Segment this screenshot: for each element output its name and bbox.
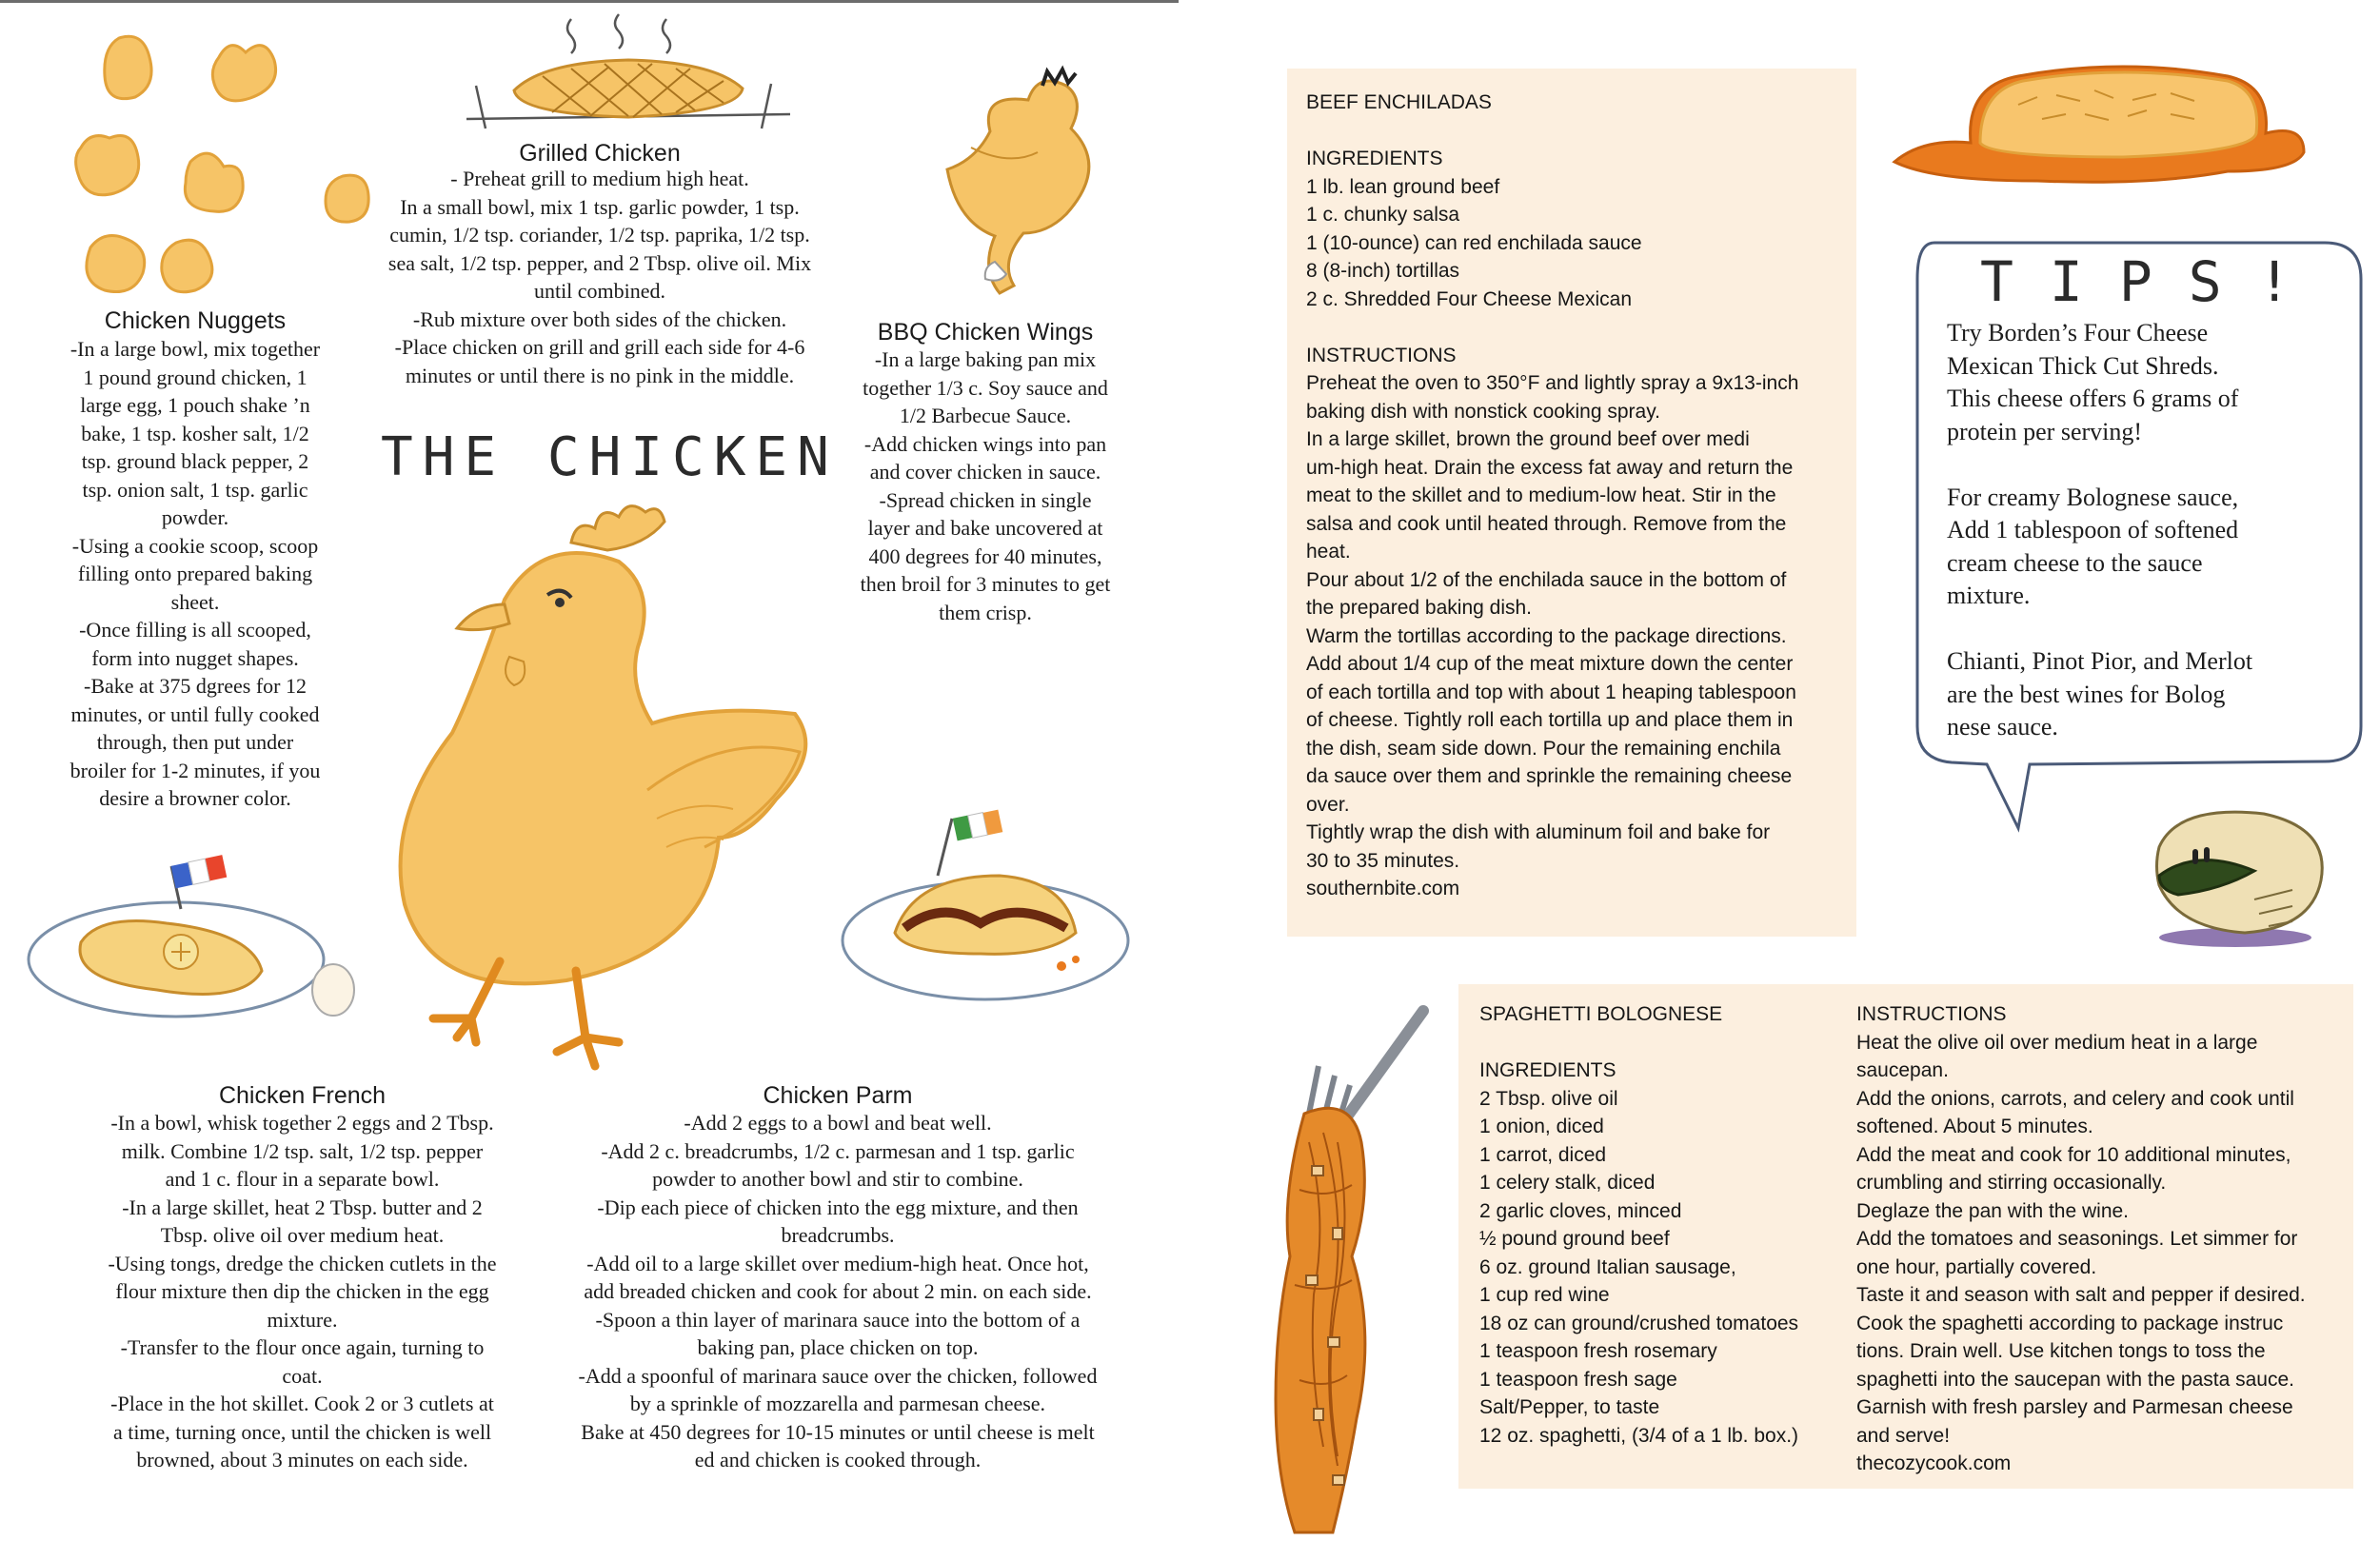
tips-heading: TIPS! [1980,249,2328,314]
chicken-french-plate-illustration [14,847,376,1037]
tips-text: Try Borden’s Four Cheese Mexican Thick Cut Shreds. This cheese offers 6 grams of protein per serving! For creamy Bolognese sauce, Add 1 tablespoon of softened cream cheese to the sauce mixture. Chianti, Pinot Pior, and Merlot are the best wines for Bolog nese sauce. [1947,319,2253,741]
right-page [1190,0,2380,1541]
beef-enchiladas-card [1287,69,1856,937]
chicken-parm-plate-illustration [823,780,1147,1009]
recipe-body-grilled: - Preheat grill to medium high heat. In a small bowl, mix 1 tsp. garlic powder, 1 tsp. cumin, 1/2 tsp. coriander, 1/2 tsp. paprika, 1/2 tsp. sea salt, 1/2 tsp. pepper, and 2 Tbsp. olive oil. Mix until combined. -Rub mixture over both sides of the chicken. -Place chicken on grill and grill each side for 4-6 minutes or until there is no pink in the middle. [387,167,812,387]
chicken-nuggets-illustration [52,19,395,314]
nugget [105,36,151,98]
recipe-body-parm: -Add 2 eggs to a bowl and beat well. -Add 2 c. breadcrumbs, 1/2 c. parmesan and 1 tsp. garlic powder to another bowl and stir to combine. -Dip each piece of chicken into the egg mixture, and then breadcrumbs. -Add oil to a large skillet over medium-high heat. Once hot, add breaded chicken and cook for about 2 min. on each side. -Spoon a thin layer of marinara sauce into the bottom of a baking pan, place chicken on top. -Add a spoonful of marinara sauce over the chicken, followed by a sprinkle of mozzarella and parmesan cheese. Bake at 450 degrees for 10-15 minutes or until cheese is melt ed and chicken is cooked through. [578,1111,1098,1472]
nugget [185,153,243,211]
nugget [87,236,145,292]
hen-illustration [371,504,876,1085]
nugget [76,136,139,195]
recipe-title-nuggets: Chicken Nuggets [104,307,287,334]
page-heading: THE CHICKEN [381,426,839,488]
recipe-body-french: -In a bowl, whisk together 2 eggs and 2 Tbsp. milk. Combine 1/2 tsp. salt, 1/2 tsp. pepper and 1 c. flour in a separate bowl. -In a large skillet, heat 2 Tbsp. butter and 2 Tbsp. olive oil over medium heat. -Using tongs, dredge the chicken cutlets in the flour mixture then dip the chicken in the egg mixture. -Transfer to the flour once again, turning to coat. -Place in the hot skillet. Cook 2 or 3 cutlets at a time, turning once, until the chicken is well browned, about 3 minutes on each side. [108,1111,497,1472]
recipe-title-french: Chicken French [218,1082,387,1109]
spaghetti-fork-illustration [1228,999,1447,1541]
grilled-chicken-illustration [447,10,809,143]
bolognese-ingredients-text: SPAGHETTI BOLOGNESE INGREDIENTS 2 Tbsp. olive oil 1 onion, diced 1 carrot, diced 1 celery stalk, diced 2 garlic cloves, minced ½ pound ground beef 6 oz. ground Italian sausage, 1 cup red wine 18 oz can ground/crushed tomatoes 1 teaspoon fresh rosemary 1 teaspoon fresh sage Salt/Pepper, to taste 12 oz. spaghetti, (3/4 of a 1 lb. box.) [1479,1003,1799,1447]
recipe-title-grilled: Grilled Chicken [519,140,681,167]
pistachio-character-illustration [2112,795,2359,952]
recipe-title-parm: Chicken Parm [763,1082,913,1109]
beef-enchiladas-text: BEEF ENCHILADAS INGREDIENTS 1 lb. lean ground beef 1 c. chunky salsa 1 (10-ounce) can red enchilada sauce 8 (8-inch) tortillas 2 c. Shredded Four Cheese Mexican INSTRUCTIONS Preheat the oven to 350°F and lightly spray a 9x13-inch baking dish with nonstick cooking spray. In a large skillet, brown the ground beef over medi um-high heat. Drain the excess fat away and return the meat to the skillet and to medium-low heat. Stir in the salsa and cook until heated through. Remove from the heat. Pour about 1/2 of the enchilada sauce in the bottom of the prepared baking dish. Warm the tortillas according to the package directions. Add about 1/4 cup of the meat mixture down the center of each tortilla and top with about 1 heaping tablespoon of cheese. Tightly roll each tortilla up and place them in the dish, seam side down. Pour the remaining enchila da sauce over them and sprinkle the remaining cheese over. Tightly wrap the dish with aluminum foil and bake for 30 to 35 minutes. southernbite.com [1306,91,1799,899]
enchilada-illustration [1875,48,2313,190]
recipe-title-bbq: BBQ Chicken Wings [877,319,1094,346]
recipe-body-nuggets: -In a large bowl, mix together 1 pound ground chicken, 1 large egg, 1 pouch shake ’n bake, 1 tsp. kosher salt, 1/2 tsp. ground black pepper, 2 tsp. onion salt, 1 tsp. garlic powder. -Using a cookie scoop, scoop filling onto prepared baking sheet. -Once filling is all scooped, form into nugget shapes. -Bake at 375 dgrees for 12 minutes, or until fully cooked through, then put under broiler for 1-2 minutes, if you desire a browner color. [69,337,321,810]
bolognese-instructions-text: INSTRUCTIONS Heat the olive oil over medium heat in a large saucepan. Add the onions, carrots, and celery and cook until softened. About 5 minutes. Add the meat and cook for 10 additional minutes, crumbling and stirring occasionally. Deglaze the pan with the wine. Add the tomatoes and seasonings. Let simmer for one hour, partially covered. Taste it and season with salt and pepper if desired. Cook the spaghetti according to package instruc tions. Drain well. Use kitchen tongs to toss the spaghetti into the saucepan with the pasta sauce. Garnish with fresh parsley and Parmesan cheese and serve! thecozycook.com [1856,1003,2306,1474]
chicken-wing-illustration [914,43,1142,309]
recipe-body-bbq: -In a large baking pan mix together 1/3 c. Soy sauce and 1/2 Barbecue Sauce. -Add chicken wings into pan and cover chicken in sauce. -Spread chicken in single layer and bake uncovered at 400 degrees for 40 minutes, then broil for 3 minutes to get them crisp. [860,347,1111,624]
nugget [212,46,275,101]
nugget [162,240,212,292]
spaghetti-bolognese-card [1458,984,2353,1489]
